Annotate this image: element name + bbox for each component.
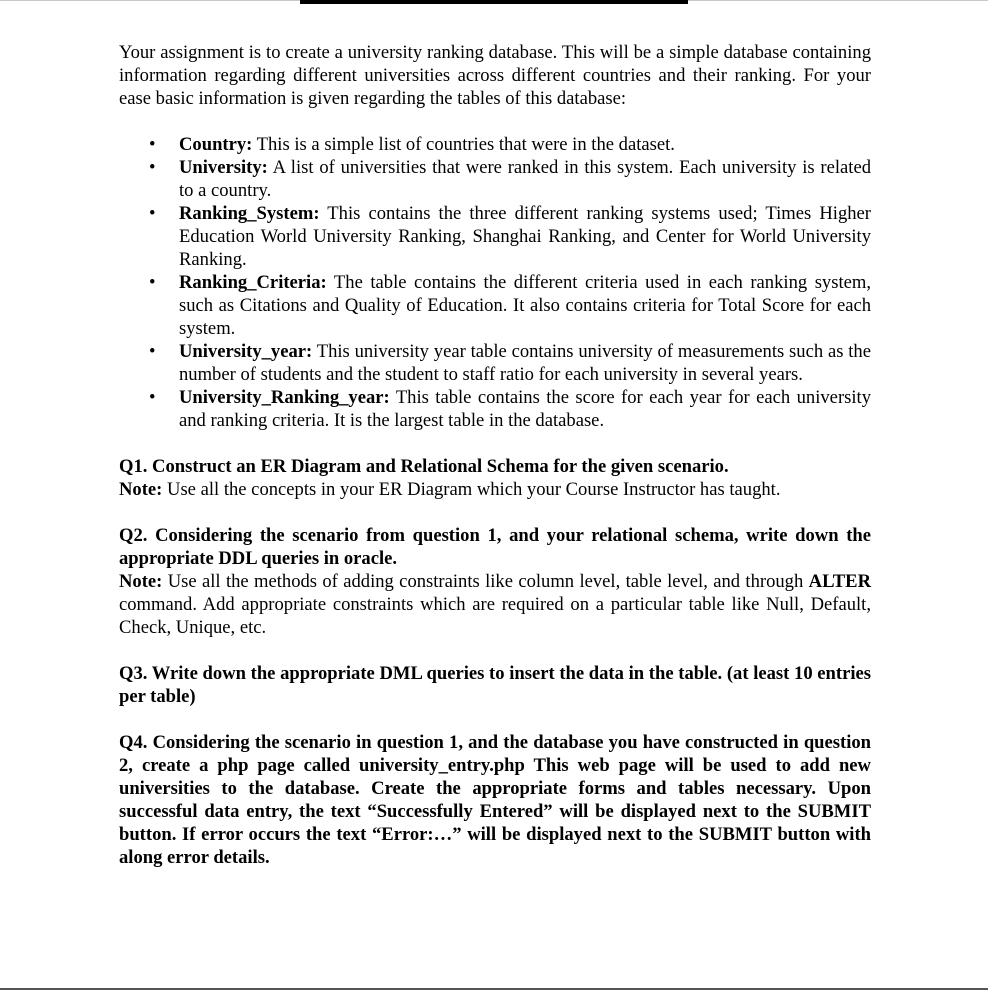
note-text: command. Add appropriate constraints which are required on a particular table like Null, Default, Check, Unique, etc. [119,594,871,638]
question-1-title: Q1. Construct an ER Diagram and Relational Schema for the given scenario. [119,456,729,477]
bullet-icon: • [149,134,156,155]
bullet-icon: • [149,341,156,362]
note-text: Use all the concepts in your ER Diagram which your Course Instructor has taught. [162,479,781,500]
assignment-document [119,41,871,869]
note-label: Note: [119,479,163,500]
intro-paragraph: Your assignment is to create a university ranking database. This will be a simple database containing information regarding different universities across different countries and their ranking. For your ease basic information is given regarding the tables of this database: [119,42,871,109]
page-bottom-rule [0,988,988,990]
note-label: Note: [119,571,163,592]
table-description: This table contains the score for each year for each university and ranking criteria. It is the largest table in the database. [179,387,871,431]
list-item-university-year [149,340,871,386]
question-4-title: Q4. Considering the scenario in question 1, and the database you have constructed in question 2, create a php page called university_entry.php This web page will be used to add new universities to the database. Create the appropriate forms and tables necessary. Upon successful data entry, the text “Successfully Entered” will be displayed next to the SUBMIT button. If error occurs the text “Error:…” will be displayed next to the SUBMIT button with along error details. [119,732,871,868]
question-2 [119,524,871,639]
table-name: Country: [179,134,253,155]
question-3-title: Q3. Write down the appropriate DML queries to insert the data in the table. (at least 10 entries per table) [119,663,871,707]
question-title [119,455,871,478]
question-note [119,570,871,639]
bullet-icon: • [149,157,156,178]
question-note [119,478,871,501]
heading-underline-remnant [300,0,688,4]
table-name: University_Ranking_year: [179,387,390,408]
question-1 [119,455,871,501]
table-name: Ranking_Criteria: [179,272,327,293]
bullet-icon: • [149,203,156,224]
table-name: University_year: [179,341,313,362]
question-3 [119,662,871,708]
alter-keyword: ALTER [808,571,871,592]
note-text: Use all the methods of adding constraints like column level, table level, and through [162,571,809,592]
table-description: The table contains the different criteria used in each ranking system, such as Citations and Quality of Education. It also contains criteria for Total Score for each system. [179,272,871,339]
question-title [119,731,871,869]
list-item-ranking-criteria [149,271,871,340]
bullet-icon: • [149,387,156,408]
table-name: University: [179,157,268,178]
question-title [119,662,871,708]
list-item-university-ranking-year [149,386,871,432]
list-item-ranking-system [149,202,871,271]
table-list [119,133,871,432]
question-4 [119,731,871,869]
question-2-title: Q2. Considering the scenario from question 1, and your relational schema, write down the appropriate DDL queries in oracle. [119,525,871,569]
table-description: This contains the three different ranking systems used; Times Higher Education World University Ranking, Shanghai Ranking, and Center for World University Ranking. [179,203,871,270]
list-item-country [149,133,871,156]
table-name: Ranking_System: [179,203,320,224]
bullet-icon: • [149,272,156,293]
table-description: This university year table contains university of measurements such as the number of students and the student to staff ratio for each university in several years. [179,341,871,385]
table-description: A list of universities that were ranked in this system. Each university is related to a country. [179,157,871,201]
question-title [119,524,871,570]
list-item-university [149,156,871,202]
table-description: This is a simple list of countries that were in the dataset. [252,134,675,155]
